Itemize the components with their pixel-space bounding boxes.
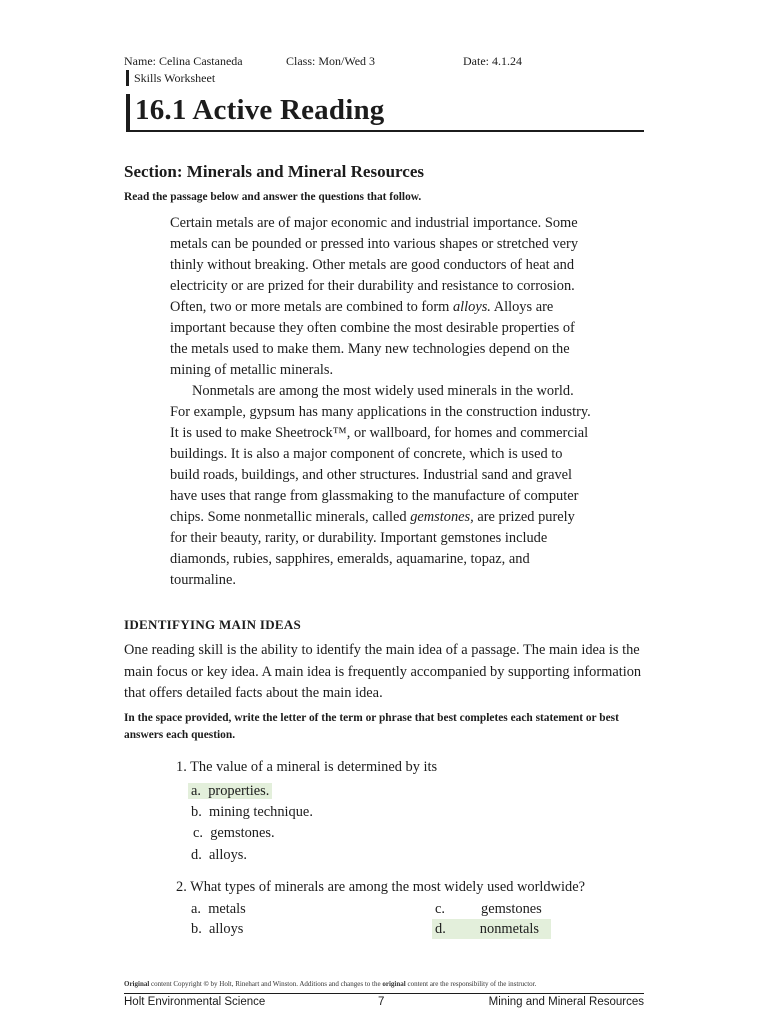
date: Date: 4.1.24	[463, 54, 522, 68]
question-number: 2.	[176, 879, 187, 895]
title-bar	[126, 94, 130, 132]
question-text: What types of minerals are among the most widely used worldwide?	[190, 879, 585, 895]
question-text: The value of a mineral is determined by its	[190, 759, 438, 775]
footer-rule	[124, 993, 644, 994]
footer-chapter: Mining and Mineral Resources	[488, 996, 644, 1008]
passage-instruction: Read the passage below and answer the questions that follow.	[124, 191, 422, 203]
q2-option-c: c. gemstones	[435, 901, 542, 917]
class-info: Class: Mon/Wed 3	[286, 54, 376, 68]
passage-paragraph-1: Certain metals are of major economic and industrial importance. Some metals can be pounded or pressed into various shapes or stretched very thinly without breaking. Other metals are good conductors of heat and electricity or are prized for their durability and resistance to corrosion. Often, two or more metals are combined to form alloys. Alloys are important because they often combine the most desirable properties of the metals used to make them. Many new technologies depend on the mining of metallic minerals.	[170, 215, 579, 378]
q2-option-d: d. nonmetals	[432, 919, 551, 939]
page-number: 7	[378, 996, 385, 1008]
passage-paragraph-2: Nonmetals are among the most widely used minerals in the world. For example, gypsum has many applications in the construction industry. It is used to make Sheetrock™, or wallboard, for homes and commercial buildings. It is also a major component of concrete, which is used to build roads, buildings, and other structures. Industrial sand and gravel have uses that range from glassmaking to the manufacture of computer chips. Some nonmetallic minerals, called gemstones, are prized purely for their beauty, rarity, or durability. Important gemstones include diamonds, rubies, sapphires, emeralds, aquamarine, topaz, and tourmaline.	[170, 383, 591, 588]
worksheet-type: Skills Worksheet	[134, 71, 216, 85]
q1-option-b: b. mining technique.	[191, 804, 313, 820]
student-name: Name: Celina Castaneda	[124, 54, 243, 68]
term-gemstones: gemstones,	[410, 509, 474, 525]
question-number: 1.	[176, 759, 187, 775]
answer-instruction: In the space provided, write the letter of the term or phrase that best completes each statement or best answers each question.	[124, 712, 619, 741]
question-1	[176, 759, 437, 776]
worksheet-type-bar	[126, 70, 129, 86]
q1-option-d: d. alloys.	[191, 847, 247, 863]
q1-option-a: a. properties.	[191, 781, 272, 801]
question-2	[176, 879, 585, 896]
q2-option-b: b. alloys	[191, 921, 244, 937]
section-heading: Section: Minerals and Mineral Resources	[124, 162, 424, 181]
page-title: 16.1 Active Reading	[135, 94, 385, 126]
footer-textbook: Holt Environmental Science	[124, 996, 266, 1008]
q2-option-a: a. metals	[191, 901, 246, 917]
q1-option-c: c. gemstones.	[193, 825, 275, 841]
main-ideas-heading: IDENTIFYING MAIN IDEAS	[124, 617, 302, 632]
term-alloys: alloys.	[452, 299, 491, 315]
copyright-notice: Original content Copyright © by Holt, Rinehart and Winston. Additions and changes to the original content are the responsibility of the instructor.	[124, 980, 537, 988]
main-ideas-body: One reading skill is the ability to identify the main idea of a passage. The main idea is the main focus or key idea. A main idea is frequently accompanied by supporting information that offers detailed facts about the main idea.	[124, 642, 642, 701]
title-rule	[126, 130, 644, 132]
reading-passage	[170, 213, 595, 591]
